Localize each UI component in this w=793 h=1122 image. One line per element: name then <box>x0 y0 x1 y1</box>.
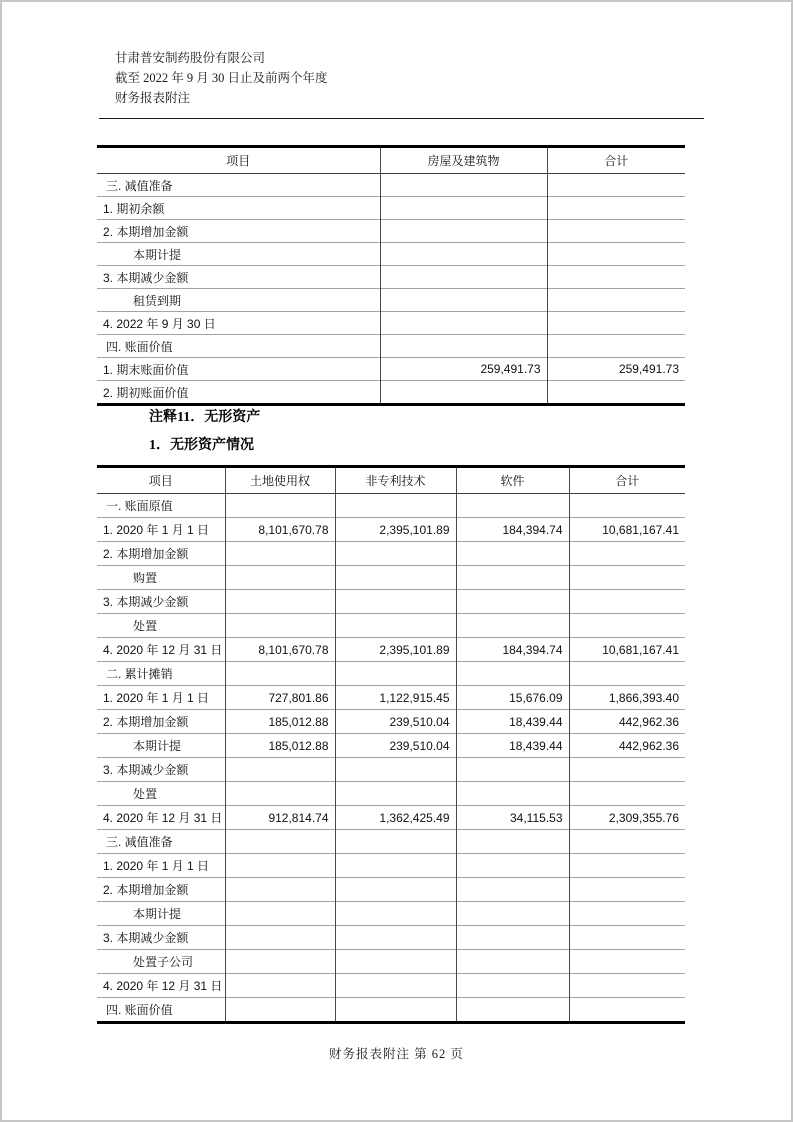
cell-value: 18,439.44 <box>456 734 569 758</box>
cell-value <box>569 878 685 902</box>
impairment-provision-table <box>97 145 685 406</box>
column-header: 项目 <box>97 147 380 174</box>
table-row <box>97 782 685 806</box>
row-label: 2. 本期增加金额 <box>97 220 380 243</box>
cell-value: 2,309,355.76 <box>569 806 685 830</box>
cell-value <box>569 854 685 878</box>
document-header <box>115 48 328 108</box>
table-header-row <box>97 147 685 174</box>
cell-value: 912,814.74 <box>225 806 335 830</box>
cell-value <box>456 878 569 902</box>
row-label: 处置 <box>97 614 225 638</box>
intangible-assets-subheading: 1．无形资产情况 <box>149 438 254 453</box>
row-label: 4. 2022 年 9 月 30 日 <box>97 312 380 335</box>
cell-value <box>225 950 335 974</box>
row-label: 4. 2020 年 12 月 31 日 <box>97 638 225 662</box>
cell-value <box>380 266 547 289</box>
cell-value <box>569 902 685 926</box>
row-label: 4. 2020 年 12 月 31 日 <box>97 806 225 830</box>
cell-value: 442,962.36 <box>569 734 685 758</box>
row-label: 本期计提 <box>97 243 380 266</box>
cell-value <box>456 614 569 638</box>
row-label: 本期计提 <box>97 902 225 926</box>
cell-value <box>456 542 569 566</box>
table-row <box>97 358 685 381</box>
column-header: 非专利技术 <box>335 467 456 494</box>
table-row <box>97 174 685 197</box>
row-label: 2. 期初账面价值 <box>97 381 380 405</box>
cell-value <box>456 974 569 998</box>
row-label: 3. 本期减少金额 <box>97 758 225 782</box>
table-row <box>97 518 685 542</box>
table-row <box>97 734 685 758</box>
row-label: 1. 期末账面价值 <box>97 358 380 381</box>
cell-value <box>225 494 335 518</box>
row-label: 处置子公司 <box>97 950 225 974</box>
cell-value <box>569 998 685 1023</box>
cell-value <box>569 614 685 638</box>
cell-value: 15,676.09 <box>456 686 569 710</box>
table-row <box>97 243 685 266</box>
cell-value <box>335 494 456 518</box>
row-label: 3. 本期减少金额 <box>97 926 225 950</box>
table-row <box>97 926 685 950</box>
cell-value <box>547 381 685 405</box>
cell-value <box>569 662 685 686</box>
row-label: 2. 本期增加金额 <box>97 542 225 566</box>
row-label: 1. 2020 年 1 月 1 日 <box>97 518 225 542</box>
cell-value <box>380 335 547 358</box>
table-row <box>97 662 685 686</box>
column-header: 房屋及建筑物 <box>380 147 547 174</box>
cell-value <box>225 830 335 854</box>
cell-value <box>547 289 685 312</box>
cell-value <box>380 243 547 266</box>
row-label: 1. 2020 年 1 月 1 日 <box>97 686 225 710</box>
cell-value: 1,122,915.45 <box>335 686 456 710</box>
table-row <box>97 494 685 518</box>
cell-value <box>335 782 456 806</box>
cell-value <box>335 758 456 782</box>
table-row <box>97 686 685 710</box>
cell-value: 1,866,393.40 <box>569 686 685 710</box>
cell-value <box>456 782 569 806</box>
cell-value: 10,681,167.41 <box>569 518 685 542</box>
row-label: 一. 账面原值 <box>106 499 173 513</box>
cell-value <box>547 266 685 289</box>
column-header: 合计 <box>547 147 685 174</box>
row-label: 1. 2020 年 1 月 1 日 <box>97 854 225 878</box>
cell-value <box>225 902 335 926</box>
table-row <box>97 566 685 590</box>
cell-value <box>225 758 335 782</box>
cell-value: 239,510.04 <box>335 734 456 758</box>
row-label: 1. 期初余额 <box>97 197 380 220</box>
cell-value <box>569 950 685 974</box>
row-label: 处置 <box>97 782 225 806</box>
cell-value <box>456 902 569 926</box>
cell-value <box>225 782 335 806</box>
cell-value <box>456 494 569 518</box>
cell-value <box>547 312 685 335</box>
cell-value <box>225 854 335 878</box>
table-row <box>97 220 685 243</box>
row-label: 2. 本期增加金额 <box>97 878 225 902</box>
table-row <box>97 289 685 312</box>
table-row <box>97 710 685 734</box>
cell-value <box>335 974 456 998</box>
cell-value: 727,801.86 <box>225 686 335 710</box>
cell-value: 184,394.74 <box>456 638 569 662</box>
column-header: 项目 <box>97 467 225 494</box>
cell-value <box>547 220 685 243</box>
table-row <box>97 590 685 614</box>
cell-value <box>335 878 456 902</box>
cell-value <box>225 662 335 686</box>
cell-value <box>547 197 685 220</box>
cell-value <box>547 243 685 266</box>
cell-value <box>569 830 685 854</box>
cell-value <box>456 950 569 974</box>
table-header-row <box>97 467 685 494</box>
cell-value <box>569 542 685 566</box>
cell-value: 259,491.73 <box>380 358 547 381</box>
column-header: 合计 <box>569 467 685 494</box>
column-header: 软件 <box>456 467 569 494</box>
report-title: 财务报表附注 <box>115 91 191 105</box>
table-row <box>97 266 685 289</box>
cell-value <box>335 542 456 566</box>
cell-value <box>335 590 456 614</box>
cell-value <box>569 494 685 518</box>
table-row <box>97 758 685 782</box>
table-row <box>97 878 685 902</box>
cell-value <box>380 197 547 220</box>
cell-value <box>380 174 547 197</box>
cell-value <box>335 926 456 950</box>
cell-value: 2,395,101.89 <box>335 518 456 542</box>
cell-value <box>456 854 569 878</box>
table-row <box>97 854 685 878</box>
cell-value <box>456 998 569 1023</box>
cell-value <box>456 926 569 950</box>
row-label: 购置 <box>97 566 225 590</box>
cell-value: 34,115.53 <box>456 806 569 830</box>
cell-value <box>335 902 456 926</box>
table-row <box>97 197 685 220</box>
table-row <box>97 830 685 854</box>
cell-value <box>569 590 685 614</box>
cell-value <box>225 974 335 998</box>
row-label: 4. 2020 年 12 月 31 日 <box>97 974 225 998</box>
table-row <box>97 542 685 566</box>
cell-value: 8,101,670.78 <box>225 638 335 662</box>
cell-value <box>380 289 547 312</box>
header-rule <box>99 118 704 119</box>
row-label: 四. 账面价值 <box>97 335 380 358</box>
column-header: 土地使用权 <box>225 467 335 494</box>
cell-value <box>547 174 685 197</box>
cell-value: 185,012.88 <box>225 734 335 758</box>
cell-value <box>225 878 335 902</box>
cell-value <box>225 614 335 638</box>
row-label: 二. 累计摊销 <box>97 662 225 686</box>
cell-value <box>569 782 685 806</box>
cell-value <box>380 220 547 243</box>
cell-value: 184,394.74 <box>456 518 569 542</box>
table-row <box>97 381 685 405</box>
row-label: 2. 本期增加金额 <box>97 710 225 734</box>
cell-value <box>456 662 569 686</box>
cell-value <box>380 381 547 405</box>
row-label: 四. 账面价值 <box>97 998 225 1023</box>
cell-value <box>335 950 456 974</box>
cell-value <box>335 998 456 1023</box>
cell-value <box>225 926 335 950</box>
cell-value: 442,962.36 <box>569 710 685 734</box>
cell-value <box>569 926 685 950</box>
cell-value: 185,012.88 <box>225 710 335 734</box>
cell-value <box>225 566 335 590</box>
cell-value <box>335 614 456 638</box>
cell-value: 2,395,101.89 <box>335 638 456 662</box>
cell-value <box>569 758 685 782</box>
table-row <box>97 638 685 662</box>
note-11-heading: 注释11．无形资产 <box>149 410 261 425</box>
table-row <box>97 974 685 998</box>
page-footer: 财务报表附注 第 62 页 <box>329 1047 464 1061</box>
cell-value <box>380 312 547 335</box>
table-row <box>97 998 685 1023</box>
row-label: 租赁到期 <box>97 289 380 312</box>
row-label: 三. 减值准备 <box>106 178 173 193</box>
table-row <box>97 950 685 974</box>
cell-value <box>456 830 569 854</box>
cell-value <box>335 566 456 590</box>
cell-value <box>569 566 685 590</box>
cell-value <box>225 998 335 1023</box>
cell-value: 8,101,670.78 <box>225 518 335 542</box>
table-row <box>97 335 685 358</box>
company-name: 甘肃普安制药股份有限公司 <box>115 51 266 65</box>
row-label: 3. 本期减少金额 <box>97 266 380 289</box>
report-period: 截至 2022 年 9 月 30 日止及前两个年度 <box>115 71 328 85</box>
table-row <box>97 312 685 335</box>
cell-value <box>335 830 456 854</box>
intangible-assets-table <box>97 465 685 1024</box>
cell-value: 239,510.04 <box>335 710 456 734</box>
cell-value <box>569 974 685 998</box>
cell-value <box>456 566 569 590</box>
cell-value <box>335 854 456 878</box>
row-label: 本期计提 <box>97 734 225 758</box>
table-row <box>97 902 685 926</box>
cell-value <box>225 542 335 566</box>
cell-value <box>547 335 685 358</box>
cell-value: 10,681,167.41 <box>569 638 685 662</box>
cell-value <box>456 590 569 614</box>
cell-value <box>456 758 569 782</box>
row-label: 3. 本期减少金额 <box>97 590 225 614</box>
row-label: 三. 减值准备 <box>97 830 225 854</box>
cell-value: 1,362,425.49 <box>335 806 456 830</box>
cell-value: 259,491.73 <box>547 358 685 381</box>
cell-value: 18,439.44 <box>456 710 569 734</box>
table-row <box>97 614 685 638</box>
table-row <box>97 806 685 830</box>
cell-value <box>225 590 335 614</box>
cell-value <box>335 662 456 686</box>
